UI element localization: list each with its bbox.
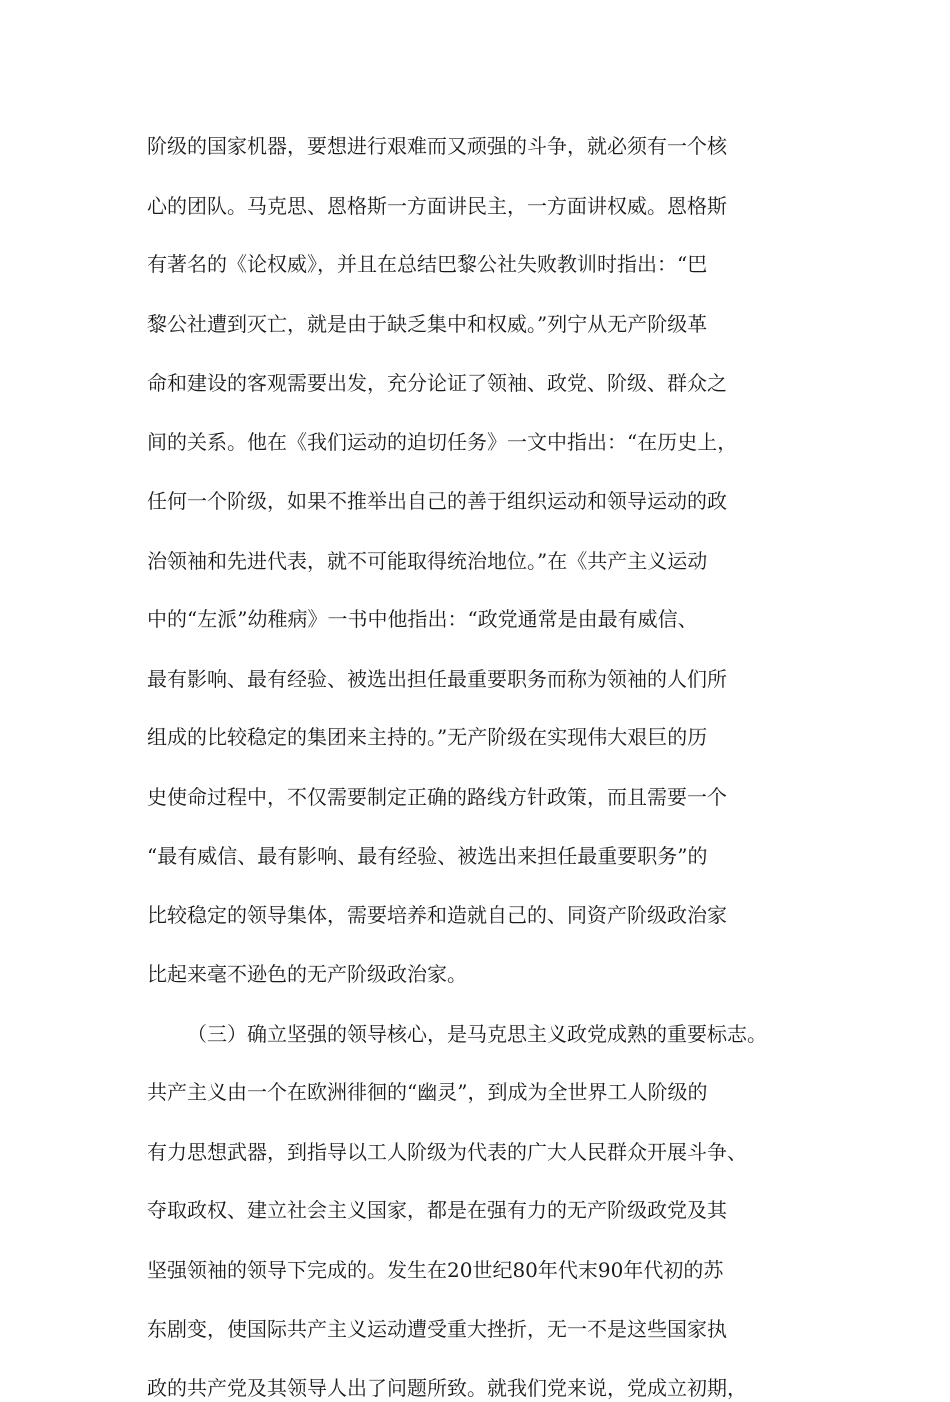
section-heading-line: （三）确立坚强的领导核心，是马克思主义政党成熟的重要标志。 [187, 1022, 767, 1046]
text-line: 间的关系。他在《我们运动的迫切任务》一文中指出：“在历史上， [147, 430, 738, 454]
text-line: 中的“左派”幼稚病》一书中他指出：“政党通常是由最有威信、 [147, 607, 698, 631]
text-line: 比起来毫不逊色的无产阶级政治家。 [147, 962, 467, 986]
text-line: 心的团队。马克思、恩格斯一方面讲民主，一方面讲权威。恩格斯 [147, 194, 727, 218]
text-line: 东剧变，使国际共产主义运动遭受重大挫折，无一不是这些国家执 [147, 1317, 727, 1341]
text-line: 政的共产党及其领导人出了问题所致。就我们党来说，党成立初期， [147, 1376, 747, 1400]
text-line: 史使命过程中，不仅需要制定正确的路线方针政策，而且需要一个 [147, 785, 727, 809]
text-line: 组成的比较稳定的集团来主持的。”无产阶级在实现伟大艰巨的历 [147, 725, 708, 749]
text-line: 任何一个阶级，如果不推举出自己的善于组织运动和领导运动的政 [147, 489, 727, 513]
text-line: 比较稳定的领导集体，需要培养和造就自己的、同资产阶级政治家 [147, 903, 727, 927]
text-line: 坚强领袖的领导下完成的。发生在20世纪80年代末90年代初的苏 [147, 1258, 724, 1282]
text-line: 治领袖和先进代表，就不可能取得统治地位。”在《共产主义运动 [147, 549, 708, 573]
text-line: “最有威信、最有影响、最有经验、被选出来担任最重要职务”的 [147, 844, 708, 868]
text-line: 命和建设的客观需要出发，充分论证了领袖、政党、阶级、群众之 [147, 371, 727, 395]
text-line: 有著名的《论权威》，并且在总结巴黎公社失败教训时指出：“巴 [147, 252, 708, 276]
text-line: 最有影响、最有经验、被选出担任最重要职务而称为领袖的人们所 [147, 667, 727, 691]
text-line: 黎公社遭到灭亡，就是由于缺乏集中和权威。”列宁从无产阶级革 [147, 312, 708, 336]
text-line: 夺取政权、建立社会主义国家，都是在强有力的无产阶级政党及其 [147, 1198, 727, 1222]
text-line: 阶级的国家机器，要想进行艰难而又顽强的斗争，就必须有一个核 [147, 134, 727, 158]
text-line: 共产主义由一个在欧洲徘徊的“幽灵”，到成为全世界工人阶级的 [147, 1080, 708, 1104]
text-line: 有力思想武器，到指导以工人阶级为代表的广大人民群众开展斗争、 [147, 1140, 747, 1164]
